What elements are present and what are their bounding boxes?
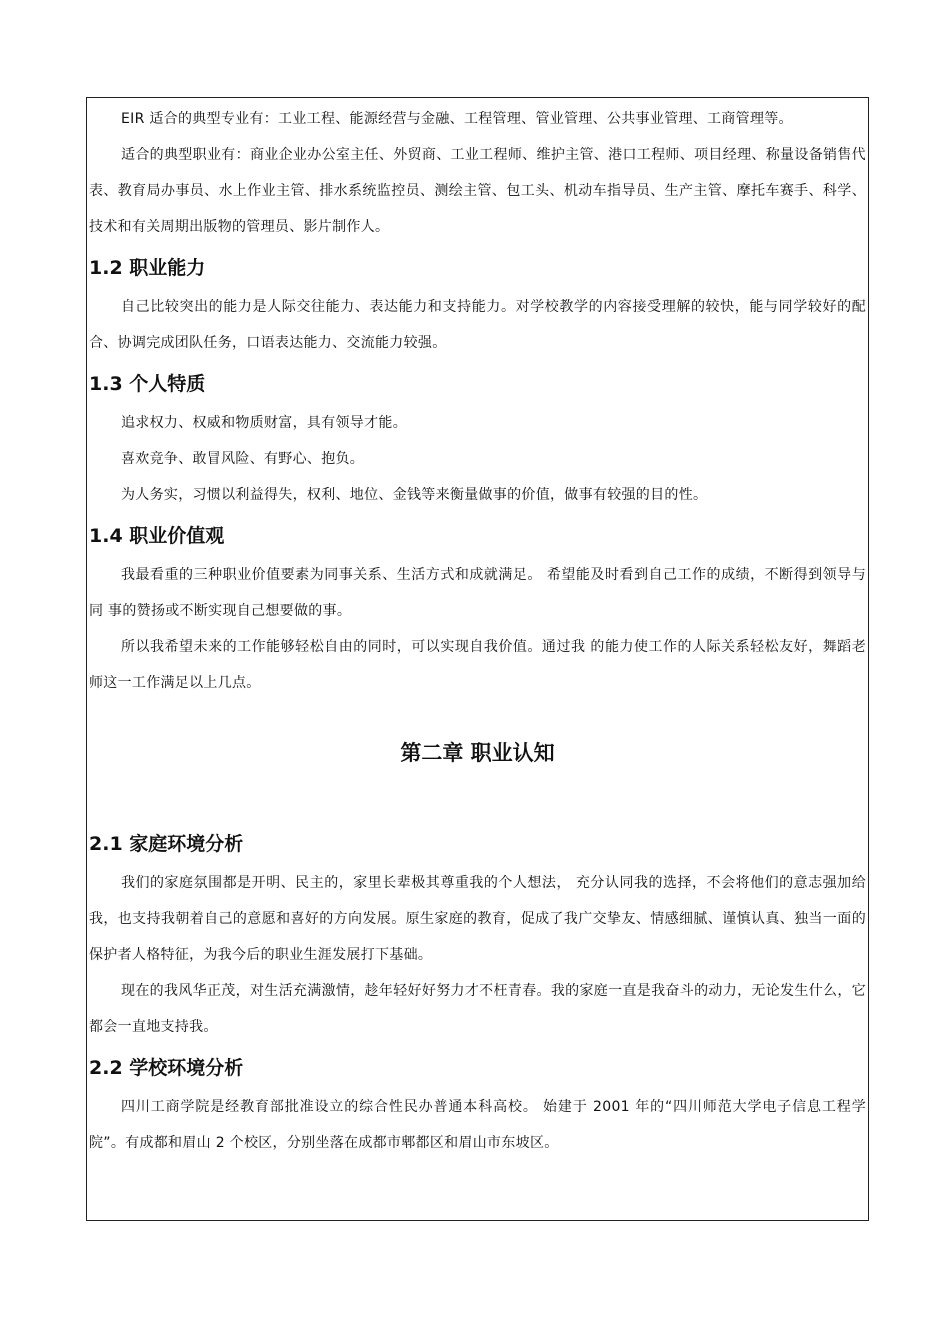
document-frame [86,97,869,1221]
heading-school-environment: 2.2 学校环境分析 [89,1057,244,1079]
heading-family-environment: 2.1 家庭环境分析 [89,833,244,855]
chapter-title: 第二章 职业认知 [400,741,555,765]
paragraph-trait-3: 为人务实，习惯以利益得失，权利、地位、金钱等来衡量做事的价值，做事有较强的目的性。 [121,487,708,503]
heading-personal-traits: 1.3 个人特质 [89,373,206,395]
paragraph-trait-1: 追求权力、权威和物质财富，具有领导才能。 [121,415,407,431]
paragraph-typical-majors: EIR 适合的典型专业有：工业工程、能源经营与金融、工程管理、管业管理、公共事业管理、工商管理等。 [121,111,793,127]
paragraph-trait-2: 喜欢竞争、敢冒风险、有野心、抱负。 [121,451,365,467]
paragraph-career-ability: 自己比较突出的能力是人际交往能力、表达能力和支持能力。对学校教学的内容接受理解的较快，能与同学较好的配合、协调完成团队任务，口语表达能力、交流能力较强。 [89,299,866,351]
heading-career-values: 1.4 职业价值观 [89,525,225,547]
paragraph-school-1: 四川工商学院是经教育部批准设立的综合性民办普通本科高校。 始建于 2001 年的“四川师范大学电子信息工程学院”。有成都和眉山 2 个校区，分别坐落在成都市郫都区和眉山市东坡区。 [89,1099,866,1151]
paragraph-values-1: 我最看重的三种职业价值要素为同事关系、生活方式和成就满足。 希望能及时看到自己工作的成绩，不断得到领导与同 事的赞扬或不断实现自己想要做的事。 [89,567,866,619]
heading-career-ability: 1.2 职业能力 [89,257,206,279]
paragraph-values-2: 所以我希望未来的工作能够轻松自由的同时，可以实现自我价值。通过我 的能力使工作的人际关系轻松友好，舞蹈老师这一工作满足以上几点。 [89,639,866,691]
paragraph-family-1: 我们的家庭氛围都是开明、民主的，家里长辈极其尊重我的个人想法， 充分认同我的选择，不会将他们的意志强加给我，也支持我朝着自己的意愿和喜好的方向发展。原生家庭的教育，促成了我广交挚友、情感细腻、谨慎认真、独当一面的保护者人格特征，为我今后的职业生涯发展打下基础。 [89,875,866,963]
paragraph-family-2: 现在的我风华正茂，对生活充满激情，趁年轻好好努力才不枉青春。我的家庭一直是我奋斗的动力，无论发生什么，它都会一直地支持我。 [89,983,866,1035]
paragraph-typical-occupations: 适合的典型职业有：商业企业办公室主任、外贸商、工业工程师、维护主管、港口工程师、项目经理、称量设备销售代表、教育局办事员、水上作业主管、排水系统监控员、测绘主管、包工头、机动车指导员、生产主管、摩托车赛手、科学、技术和有关周期出版物的管理员、影片制作人。 [89,147,866,235]
